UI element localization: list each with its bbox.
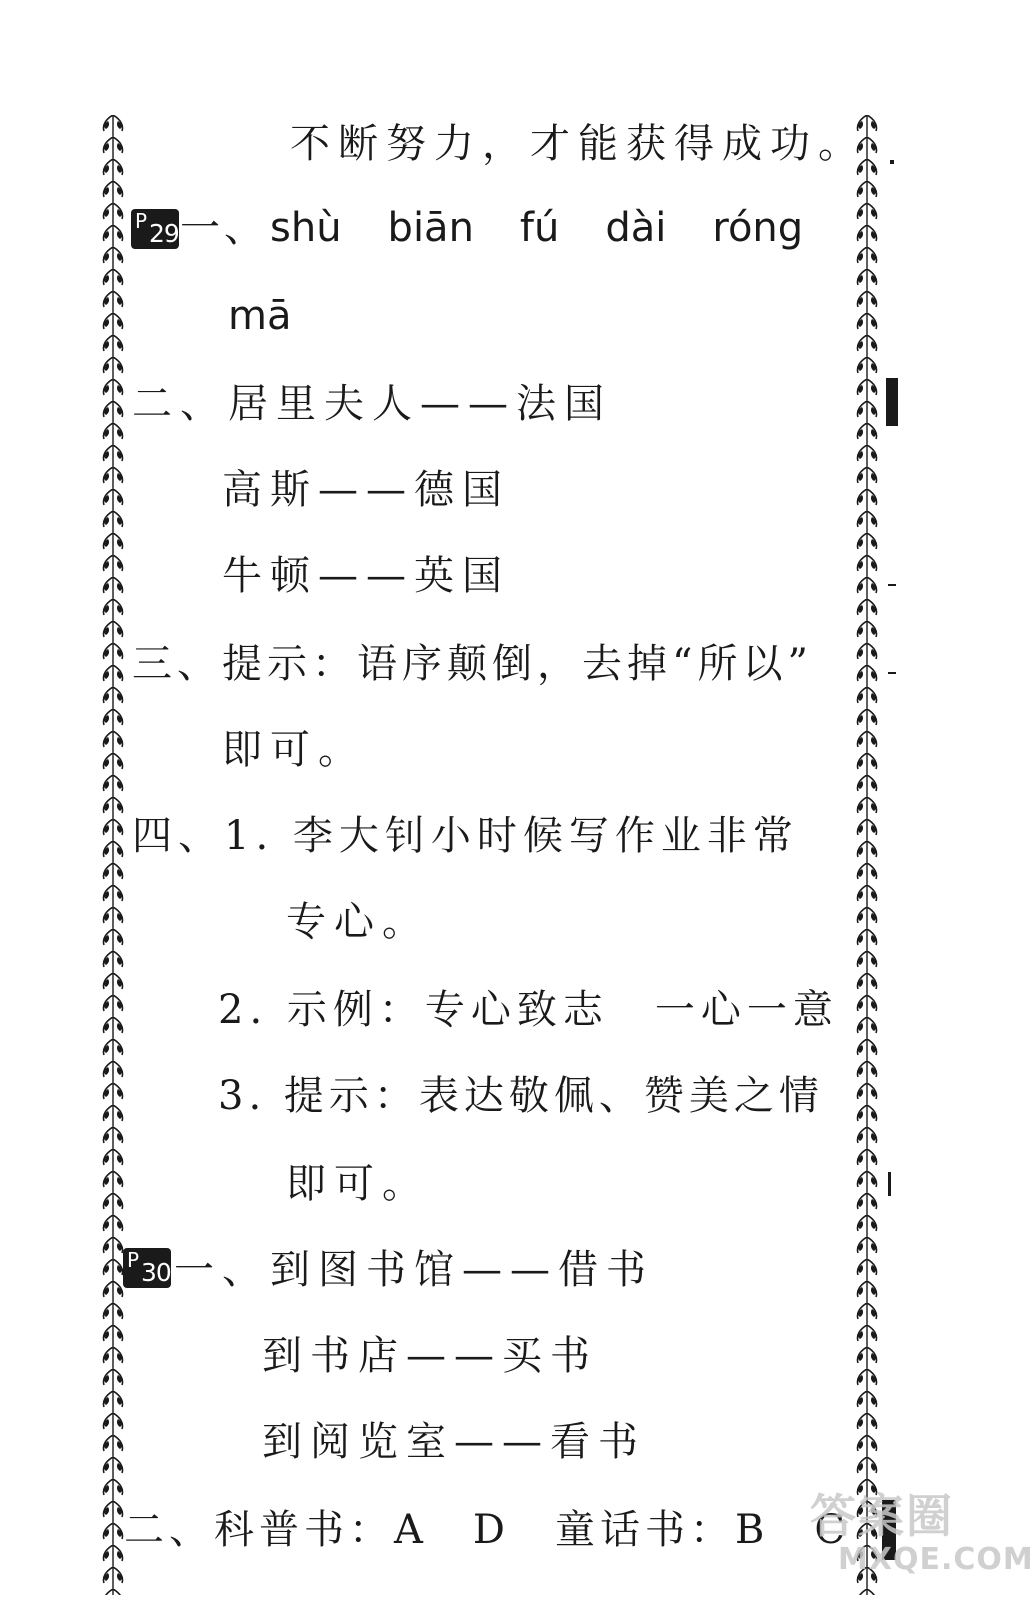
badge-letter: P [135,209,148,233]
clipped-edge-mark [890,160,894,164]
clipped-edge-mark [888,1172,891,1196]
pinyin-item: dài [605,205,667,251]
question-2-line-3: 牛顿——英国 [222,553,510,599]
question-4-line-5: 即可。 [286,1161,430,1207]
watermark-url: MXQE.COM [838,1542,1034,1577]
watermark-logo [790,1480,1034,1606]
pinyin-item: biān [387,205,474,251]
pinyin-item: fú [519,205,560,251]
clipped-edge-mark [888,584,896,586]
question-4-line-4: 3. 提示：表达敬佩、赞美之情 [218,1073,824,1119]
question-3-line-2: 即可。 [222,727,366,773]
question-4-line-3: 2. 示例：专心致志 一心一意 [218,987,839,1033]
p30-question-1-line-2: 到书店——买书 [262,1333,598,1379]
watermark-text: 答案圈 [810,1489,954,1543]
question-number: 一、 [180,205,268,251]
answer-line-continuation: 不断努力，才能获得成功。 [290,121,866,167]
vine-border-left-icon [98,115,128,1595]
pinyin-item: shù [270,205,342,251]
page-badge-p29 [131,209,179,249]
pinyin-item: róng [712,205,804,251]
badge-letter: P [127,1248,140,1272]
p30-question-1-line-1: 一、到图书馆——借书 [174,1247,654,1293]
page-badge-p30 [123,1248,171,1288]
p30-question-1-line-3: 到阅览室——看书 [262,1419,646,1465]
vine-border-right-icon [852,115,882,1595]
clipped-edge-mark [888,672,896,674]
question-3-line-1: 三、提示：语序颠倒，去掉“所以” [132,641,813,687]
question-2-line-2: 高斯——德国 [222,467,510,513]
question-4-line-2: 专心。 [286,899,430,945]
badge-number: 29 [149,219,179,248]
clipped-edge-mark [886,378,898,426]
question-2-line-1: 二、居里夫人——法国 [132,381,612,427]
badge-number: 30 [141,1258,171,1287]
p30-question-2-line-1: 二、科普书：A D 童话书：B C [124,1507,850,1553]
question-1-pinyin-line [180,205,804,251]
pinyin-row [268,205,803,251]
question-4-line-1: 四、1. 李大钊小时候写作业非常 [132,813,799,859]
pinyin-continuation: mā [228,293,292,339]
